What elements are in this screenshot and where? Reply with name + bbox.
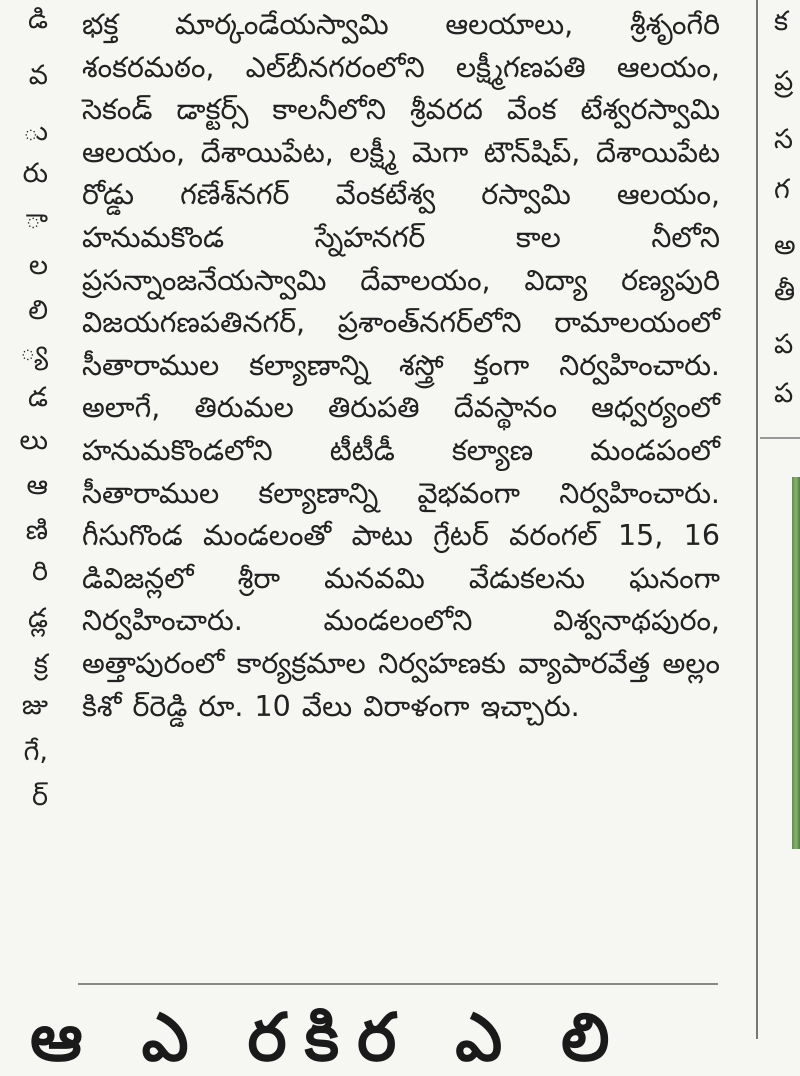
- left-fragment: జు: [21, 690, 48, 721]
- left-fragment: ణి: [25, 515, 48, 546]
- left-fragment: ఆ: [26, 470, 48, 501]
- left-fragment: ల: [28, 250, 48, 281]
- left-fragment: వ: [28, 60, 48, 91]
- right-fragment: స: [774, 124, 793, 155]
- article-paragraph: భక్త మార్కండేయస్వామి ఆలయాలు, శ్రీశృంగేరి శంకరమఠం, ఎల్‌బీనగరంలోని లక్ష్మీగణపతి ఆలయం, సెకండ్ డాక్టర్స్ కాలనీలోని శ్రీవరద వేంక టేశ్వరస్వామి ఆలయం, దేశాయిపేట, లక్ష్మీ మెగా టౌన్‌షిప్, దేశాయిపేట రోడ్డు గణేశ్‌నగర్ వేంకటేశ్వ రస్వామి ఆలయం, హనుమకొండ స్నేహనగర్ కాల నీలోని ప్రసన్నాంజనేయస్వామి దేవాలయం, విద్యా రణ్యపురి విజయగణపతినగర్, ప్రశాంత్‌నగర్‌లోని రామాలయంలో సీతారాముల కల్యాణాన్ని శస్త్రో క్తంగా నిర్వహించారు. అలాగే, తిరుమల తిరుపతి దేవస్థానం ఆధ్వర్యంలో హనుమకొండలోని టీటీడీ కల్యాణ మండపంలో సీతారాముల కల్యాణాన్ని వైభవంగా నిర్వహించారు. గీసుగొండ మండలంతో పాటు గ్రేటర్ వరంగల్ 15, 16 డివిజన్లలో శ్రీరా మనవమి వేడుకలను ఘనంగా నిర్వహించారు. మండలంలోని విశ్వనాథపురం, అత్తాపురంలో కార్యక్రమాల నిర్వహణకు వ్యాపారవేత్త అల్లం కిశో ర్‌రెడ్డి రూ. 10 వేలు విరాళంగా ఇచ్చారు.: [82, 8, 720, 723]
- left-fragment: ా: [25, 204, 48, 235]
- article-column: [78, 0, 728, 960]
- right-fragment: ప: [774, 329, 794, 360]
- right-fragment: క: [774, 6, 789, 37]
- right-fragment: అ: [774, 230, 796, 261]
- right-fragment: తీ: [774, 276, 796, 307]
- column-divider-rule: [78, 983, 718, 985]
- right-fragment: ప: [774, 378, 794, 409]
- left-fragment: ర్: [31, 781, 48, 812]
- left-fragment: ్య: [20, 336, 48, 367]
- left-fragment: ు: [23, 116, 48, 147]
- photo-edge: [792, 477, 800, 849]
- right-fragment: ప్ర: [774, 66, 794, 97]
- left-fragment: లు: [19, 425, 48, 456]
- left-fragment: క్ర: [33, 649, 48, 680]
- right-fragment: గ: [774, 174, 790, 205]
- left-fragment: రు: [22, 158, 48, 189]
- left-fragment: డి: [28, 4, 48, 35]
- right-column-rule: [760, 437, 800, 439]
- left-column-fragments: [0, 0, 50, 1039]
- left-fragment: లి: [28, 295, 48, 326]
- left-fragment: గే,: [23, 736, 48, 767]
- column-separator-line: [756, 0, 758, 1039]
- left-fragment: డ: [28, 382, 48, 413]
- headline-text: ఆ ఎ రకిర ఎ లి: [30, 998, 628, 1076]
- left-fragment: డ్ల: [28, 603, 48, 634]
- next-headline-fragment: [0, 998, 740, 1076]
- right-column-fragments: [760, 0, 800, 440]
- left-fragment: రి: [31, 556, 48, 587]
